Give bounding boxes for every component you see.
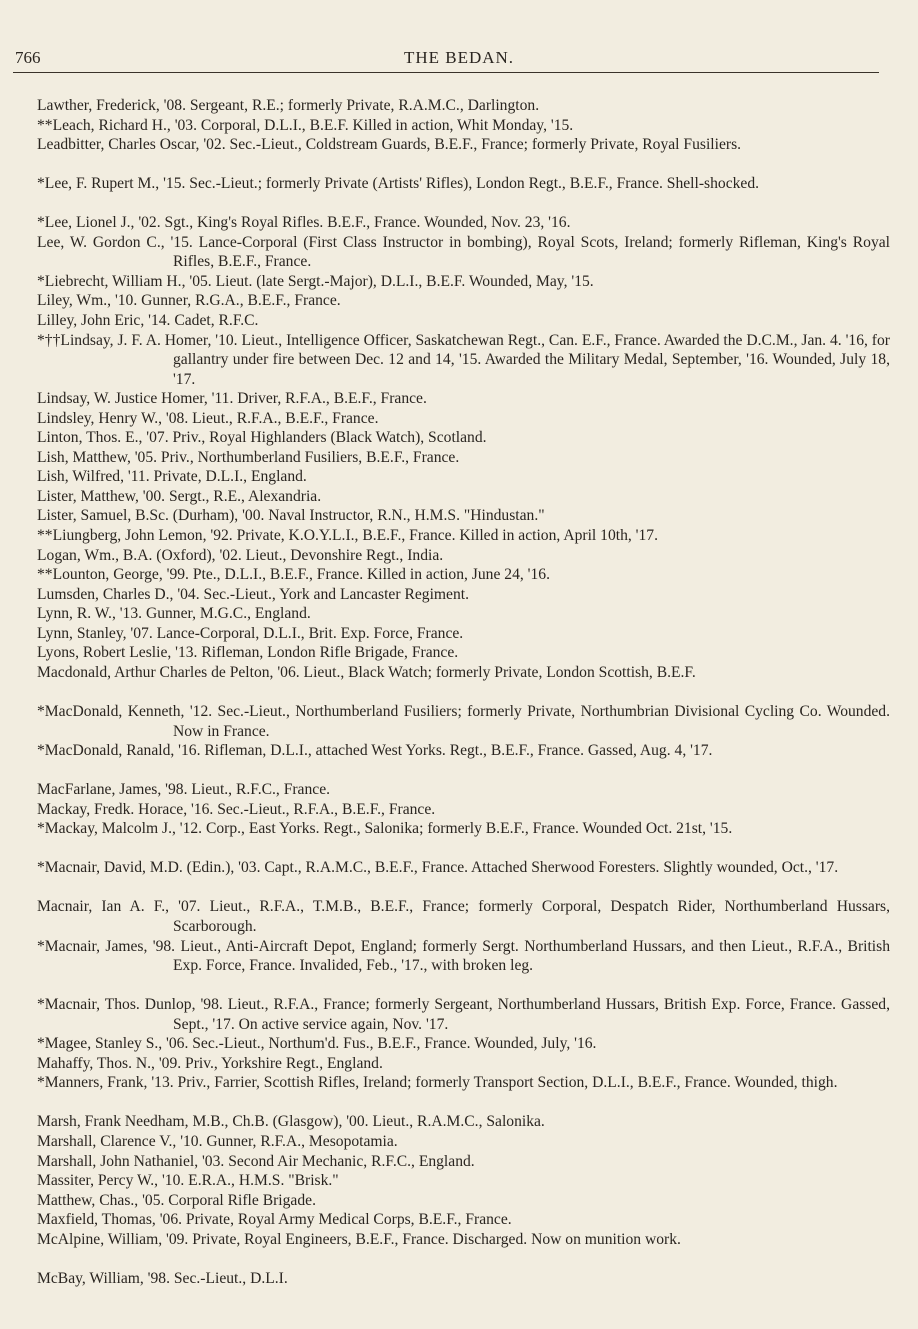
list-item [0,389,918,409]
list-item [0,1191,918,1211]
entry-text: Lyons, Robert Leslie, '13. Rifleman, London Rifle Brigade, France. [37,644,459,662]
entry-text: **Leach, Richard H., '03. Corporal, D.L.I., B.E.F. Killed in action, Whit Monday, '15. [37,116,574,134]
entry-text: Maxfield, Thomas, '06. Private, Royal Army Medical Corps, B.E.F., France. [37,1211,512,1229]
list-item [0,428,918,448]
entry-text: Lilley, John Eric, '14. Cadet, R.F.C. [37,312,259,330]
list-item [0,291,918,311]
entry-text: *Macnair, Thos. Dunlop, '98. Lieut., R.F.A., France; formerly Sergeant, Northumberland Hussars, British Exp. Force, France. Gassed, Sept., '17. On active service again, Nov. '17. [37,996,890,1033]
entry-text: Lynn, R. W., '13. Gunner, M.G.C., England. [37,605,311,623]
entry-text: *Liebrecht, William H., '05. Lieut. (late Sergt.-Major), D.L.I., B.E.F. Wounded, May, '15. [37,272,594,290]
list-item [0,487,918,507]
entry-text: *MacDonald, Kenneth, '12. Sec.-Lieut., Northumberland Fusiliers; formerly Private, Northumbrian Divisional Cycling Co. Wounded. Now in France. [37,702,890,740]
entry-text: Linton, Thos. E., '07. Priv., Royal Highlanders (Black Watch), Scotland. [37,429,487,447]
list-item [0,506,918,526]
entry-text: Lindsay, W. Justice Homer, '11. Driver, R.F.A., B.E.F., France. [37,390,427,408]
list-item [0,1073,918,1112]
list-item [0,780,918,800]
list-item [0,1171,918,1191]
list-item [0,643,918,663]
entry-text: **Lounton, George, '99. Pte., D.L.I., B.E.F., France. Killed in action, June 24, '16. [37,566,550,584]
entry-text: Lawther, Frederick, '08. Sergeant, R.E.; formerly Private, R.A.M.C., Darlington. [37,97,540,114]
list-item [0,233,918,272]
list-item [0,526,918,546]
entry-text: Mackay, Fredk. Horace, '16. Sec.-Lieut., R.F.A., B.E.F., France. [37,800,436,818]
list-item [0,800,918,820]
page-number: 766 [15,48,41,67]
list-item [0,585,918,605]
entry-text: Lee, W. Gordon C., '15. Lance-Corporal (First Class Instructor in bombing), Royal Scots, Ireland; formerly Rifleman, King's Royal Rifles, B.E.F., France. [37,233,890,271]
list-item [0,741,918,780]
roll-of-service-list [0,96,918,1288]
list-item [0,96,918,116]
entry-text: Lish, Wilfred, '11. Private, D.L.I., England. [37,468,307,486]
list-item [0,1054,918,1074]
list-item [0,1112,918,1132]
list-item [0,174,918,213]
list-item [0,1269,918,1289]
entry-text: Lumsden, Charles D., '04. Sec.-Lieut., York and Lancaster Regiment. [37,585,469,603]
entry-text: Matthew, Chas., '05. Corporal Rifle Brigade. [37,1191,316,1209]
list-item [0,331,918,390]
entry-text: McAlpine, William, '09. Private, Royal Engineers, B.E.F., France. Discharged. Now on munition work. [37,1230,681,1248]
list-item [0,565,918,585]
entry-text: *Macnair, David, M.D. (Edin.), '03. Capt., R.A.M.C., B.E.F., France. Attached Sherwood Foresters. Slightly wounded, Oct., '17. [37,859,839,877]
list-item [0,663,918,702]
list-item [0,937,918,996]
entry-text: Marsh, Frank Needham, M.B., Ch.B. (Glasgow), '00. Lieut., R.A.M.C., Salonika. [37,1113,545,1131]
entry-text: Macnair, Ian A. F., '07. Lieut., R.F.A., T.M.B., B.E.F., France; formerly Corporal, Despatch Rider, Northumberland Hussars, Scarborough. [37,898,890,935]
list-item [0,1152,918,1172]
entry-text: Marshall, John Nathaniel, '03. Second Air Mechanic, R.F.C., England. [37,1152,475,1170]
entry-text: *Mackay, Malcolm J., '12. Corp., East Yorks. Regt., Salonika; formerly B.E.F., France. Wounded Oct. 21st, '15. [37,820,733,838]
entry-text: Lynn, Stanley, '07. Lance-Corporal, D.L.I., Brit. Exp. Force, France. [37,624,464,642]
entry-text: *Lee, Lionel J., '02. Sgt., King's Royal Rifles. B.E.F., France. Wounded, Nov. 23, '16. [37,214,571,232]
list-item [0,624,918,644]
entry-text: Massiter, Percy W., '10. E.R.A., H.M.S. "Brisk." [37,1172,339,1190]
page-header [0,48,918,70]
entry-text: Liley, Wm., '10. Gunner, R.G.A., B.E.F., France. [37,292,341,310]
entry-text: *Manners, Frank, '13. Priv., Farrier, Scottish Rifles, Ireland; formerly Transport Section, D.L.I., B.E.F., France. Wounded, thigh. [37,1074,838,1092]
list-item [0,1132,918,1152]
entry-text: Leadbitter, Charles Oscar, '02. Sec.-Lieut., Coldstream Guards, B.E.F., France; formerly Private, Royal Fusiliers. [37,136,742,154]
list-item [0,897,918,936]
list-item [0,546,918,566]
list-item [0,272,918,292]
list-item [0,116,918,136]
list-item [0,213,918,233]
entry-text: Marshall, Clarence V., '10. Gunner, R.F.A., Mesopotamia. [37,1132,398,1150]
entry-text: Mahaffy, Thos. N., '09. Priv., Yorkshire Regt., England. [37,1054,383,1072]
entry-text: *Lee, F. Rupert M., '15. Sec.-Lieut.; formerly Private (Artists' Rifles), London Regt., B.E.F., France. Shell-shocked. [37,175,760,193]
entry-text: *MacDonald, Ranald, '16. Rifleman, D.L.I., attached West Yorks. Regt., B.E.F., France. Gassed, Aug. 4, '17. [37,742,713,760]
list-item [0,409,918,429]
list-item [0,135,918,174]
list-item [0,1230,918,1269]
header-rule [13,72,879,73]
list-item [0,604,918,624]
entry-text: Lindsley, Henry W., '08. Lieut., R.F.A., B.E.F., France. [37,409,379,427]
entry-text: Lish, Matthew, '05. Priv., Northumberland Fusiliers, B.E.F., France. [37,448,460,466]
entry-text: Macdonald, Arthur Charles de Pelton, '06. Lieut., Black Watch; formerly Private, London Scottish, B.E.F. [37,663,696,681]
entry-text: MacFarlane, James, '98. Lieut., R.F.C., France. [37,781,331,799]
list-item [0,819,918,858]
entry-text: Lister, Samuel, B.Sc. (Durham), '00. Naval Instructor, R.N., H.M.S. "Hindustan." [37,507,545,525]
entry-text: **Liungberg, John Lemon, '92. Private, K.O.Y.L.I., B.E.F., France. Killed in action, April 10th, '17. [37,527,658,545]
list-item [0,995,918,1034]
running-title: THE BEDAN. [403,48,515,67]
entry-text: McBay, William, '98. Sec.-Lieut., D.L.I. [37,1269,288,1287]
list-item [0,858,918,897]
list-item [0,702,918,741]
entry-text: Logan, Wm., B.A. (Oxford), '02. Lieut., Devonshire Regt., India. [37,546,444,564]
list-item [0,467,918,487]
entry-text: *††Lindsay, J. F. A. Homer, '10. Lieut., Intelligence Officer, Saskatchewan Regt., Can. E.F., France. Awarded the D.C.M., Jan. 4. '16, for gallantry under fire between Dec. 12 and 14, '15. Awarded the Military Medal, September, '16. Wounded, July 18, '17. [37,331,890,388]
entry-text: *Macnair, James, '98. Lieut., Anti-Aircraft Depot, England; formerly Sergt. Northumberland Hussars, and then Lieut., R.F.A., British Exp. Force, France. Invalided, Feb., '17., with broken leg. [37,937,890,975]
list-item [0,311,918,331]
list-item [0,1210,918,1230]
list-item [0,1034,918,1054]
entry-text: *Magee, Stanley S., '06. Sec.-Lieut., Northum'd. Fus., B.E.F., France. Wounded, July, '16. [37,1035,597,1053]
entry-text: Lister, Matthew, '00. Sergt., R.E., Alexandria. [37,487,322,505]
list-item [0,448,918,468]
